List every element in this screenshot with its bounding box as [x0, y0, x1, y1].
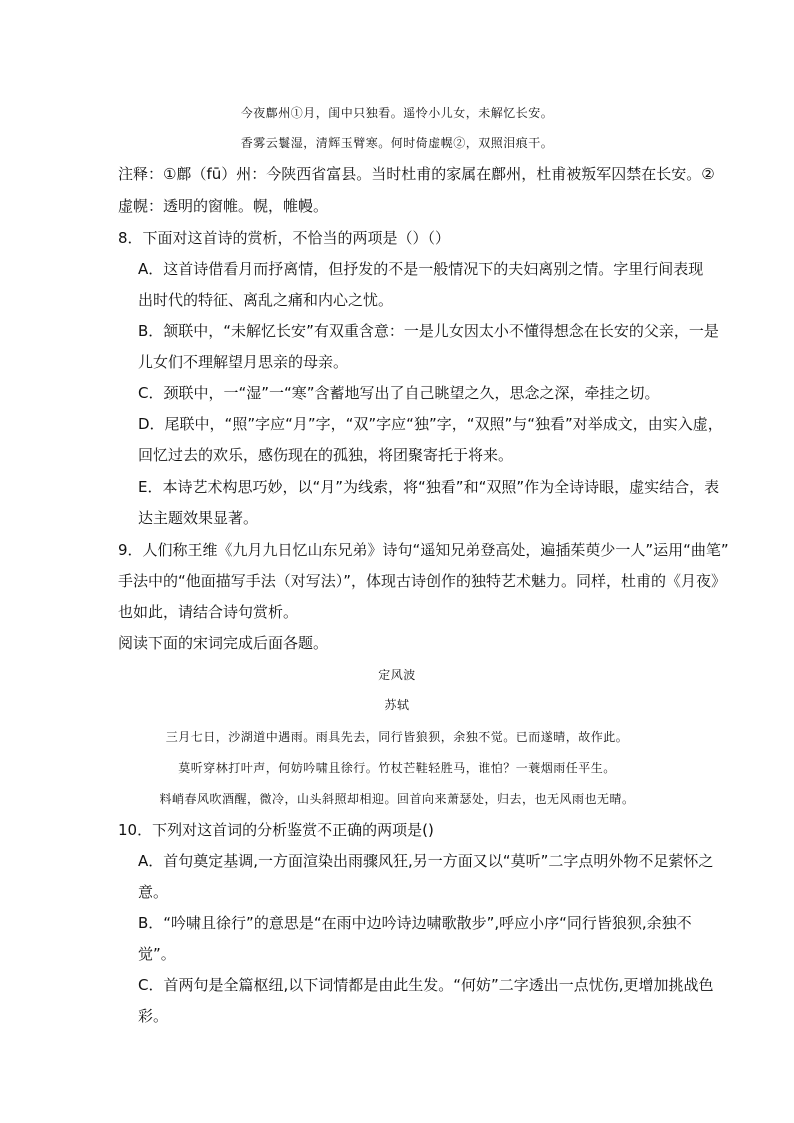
poem2-title: 定风波	[378, 668, 416, 682]
question-8-stem: 8．下面对这首诗的赏析，不恰当的两项是（）（）	[118, 229, 451, 247]
question-10-option-a-line-2: 意。	[138, 883, 169, 901]
question-9-line-3: 也如此，请结合诗句赏析。	[118, 603, 299, 621]
question-8-option-a-line-1: A．这首诗借看月而抒离情，但抒发的不是一般情况下的夫妇离别之情。字里行间表现	[138, 260, 704, 278]
question-10-option-b-line-2: 觉”。	[138, 945, 176, 963]
poem2-author: 苏轼	[384, 698, 410, 712]
question-8-option-c: C．颈联中，一“湿”一“寒”含蓄地写出了自己眺望之久，思念之深，牵挂之切。	[138, 384, 660, 402]
poem2-preface: 三月七日，沙湖道中遇雨。雨具先去，同行皆狼狈，余独不觉。已而遂晴，故作此。	[165, 730, 629, 744]
question-8-option-d-line-2: 回忆过去的欢乐，感伤现在的孤独，将团聚寄托于将来。	[138, 446, 514, 464]
question-8-option-d-line-1: D．尾联中，“照”字应“月”字，“双”字应“独”字，“双照”与“独看”对举成文，由实入虚，	[138, 415, 723, 433]
poem1-line-1: 今夜鄜州①月，闺中只独看。遥怜小儿女，未解忆长安。	[240, 106, 554, 120]
question-9-line-1: 9．人们称王维《九月九日忆山东兄弟》诗句“遥知兄弟登高处，遍插茱萸少一人”运用“曲笔”	[118, 541, 729, 559]
question-10-option-a-line-1: A．首句奠定基调,一方面渲染出雨骤风狂,另一方面又以“莫听”二字点明外物不足萦怀之	[138, 852, 714, 870]
reading-instruction: 阅读下面的宋词完成后面各题。	[118, 634, 329, 652]
question-9-line-2: 手法中的“他面描写手法（对写法）”，体现古诗创作的独特艺术魅力。同样，杜甫的《月夜》	[118, 572, 727, 590]
question-10-option-b-line-1: B．“吟啸且徐行”的意思是“在雨中边吟诗边啸歌散步”,呼应小序“同行皆狼狈,余独不	[138, 914, 692, 932]
notes-line-1: 注释：①鄜（fū）州：今陕西省富县。当时杜甫的家属在鄜州，杜甫被叛军囚禁在长安。②	[118, 165, 715, 183]
question-10-option-c-line-1: C．首两句是全篇枢纽,以下词情都是由此生发。“何妨”二字透出一点忧伤,更增加挑战色	[138, 976, 714, 994]
notes-line-2: 虚幌：透明的窗帷。幌，帷幔。	[118, 197, 329, 215]
question-10-option-c-line-2: 彩。	[138, 1007, 169, 1025]
question-8-option-e-line-2: 达主题效果显著。	[138, 509, 259, 527]
question-8-option-b-line-2: 儿女们不理解望月思亲的母亲。	[138, 353, 349, 371]
poem2-line-2: 料峭春风吹酒醒，微冷，山头斜照却相迎。回首向来萧瑟处，归去，也无风雨也无晴。	[159, 792, 635, 806]
question-8-option-e-line-1: E．本诗艺术构思巧妙，以“月”为线索，将“独看”和“双照”作为全诗诗眼，虚实结合，表	[138, 478, 720, 496]
question-8-option-a-line-2: 出时代的特征、离乱之痛和内心之忧。	[138, 291, 394, 309]
question-8-option-b-line-1: B．颔联中，“未解忆长安”有双重含意：一是儿女因太小不懂得想念在长安的父亲，一是	[138, 322, 719, 340]
poem1-line-2: 香雾云鬟湿，清辉玉臂寒。何时倚虚幌②，双照泪痕干。	[240, 136, 554, 150]
poem2-line-1: 莫听穿林打叶声，何妨吟啸且徐行。竹杖芒鞋轻胜马，谁怕？一蓑烟雨任平生。	[178, 761, 616, 775]
question-10-stem: 10．下列对这首词的分析鉴赏不正确的两项是()	[118, 821, 434, 839]
